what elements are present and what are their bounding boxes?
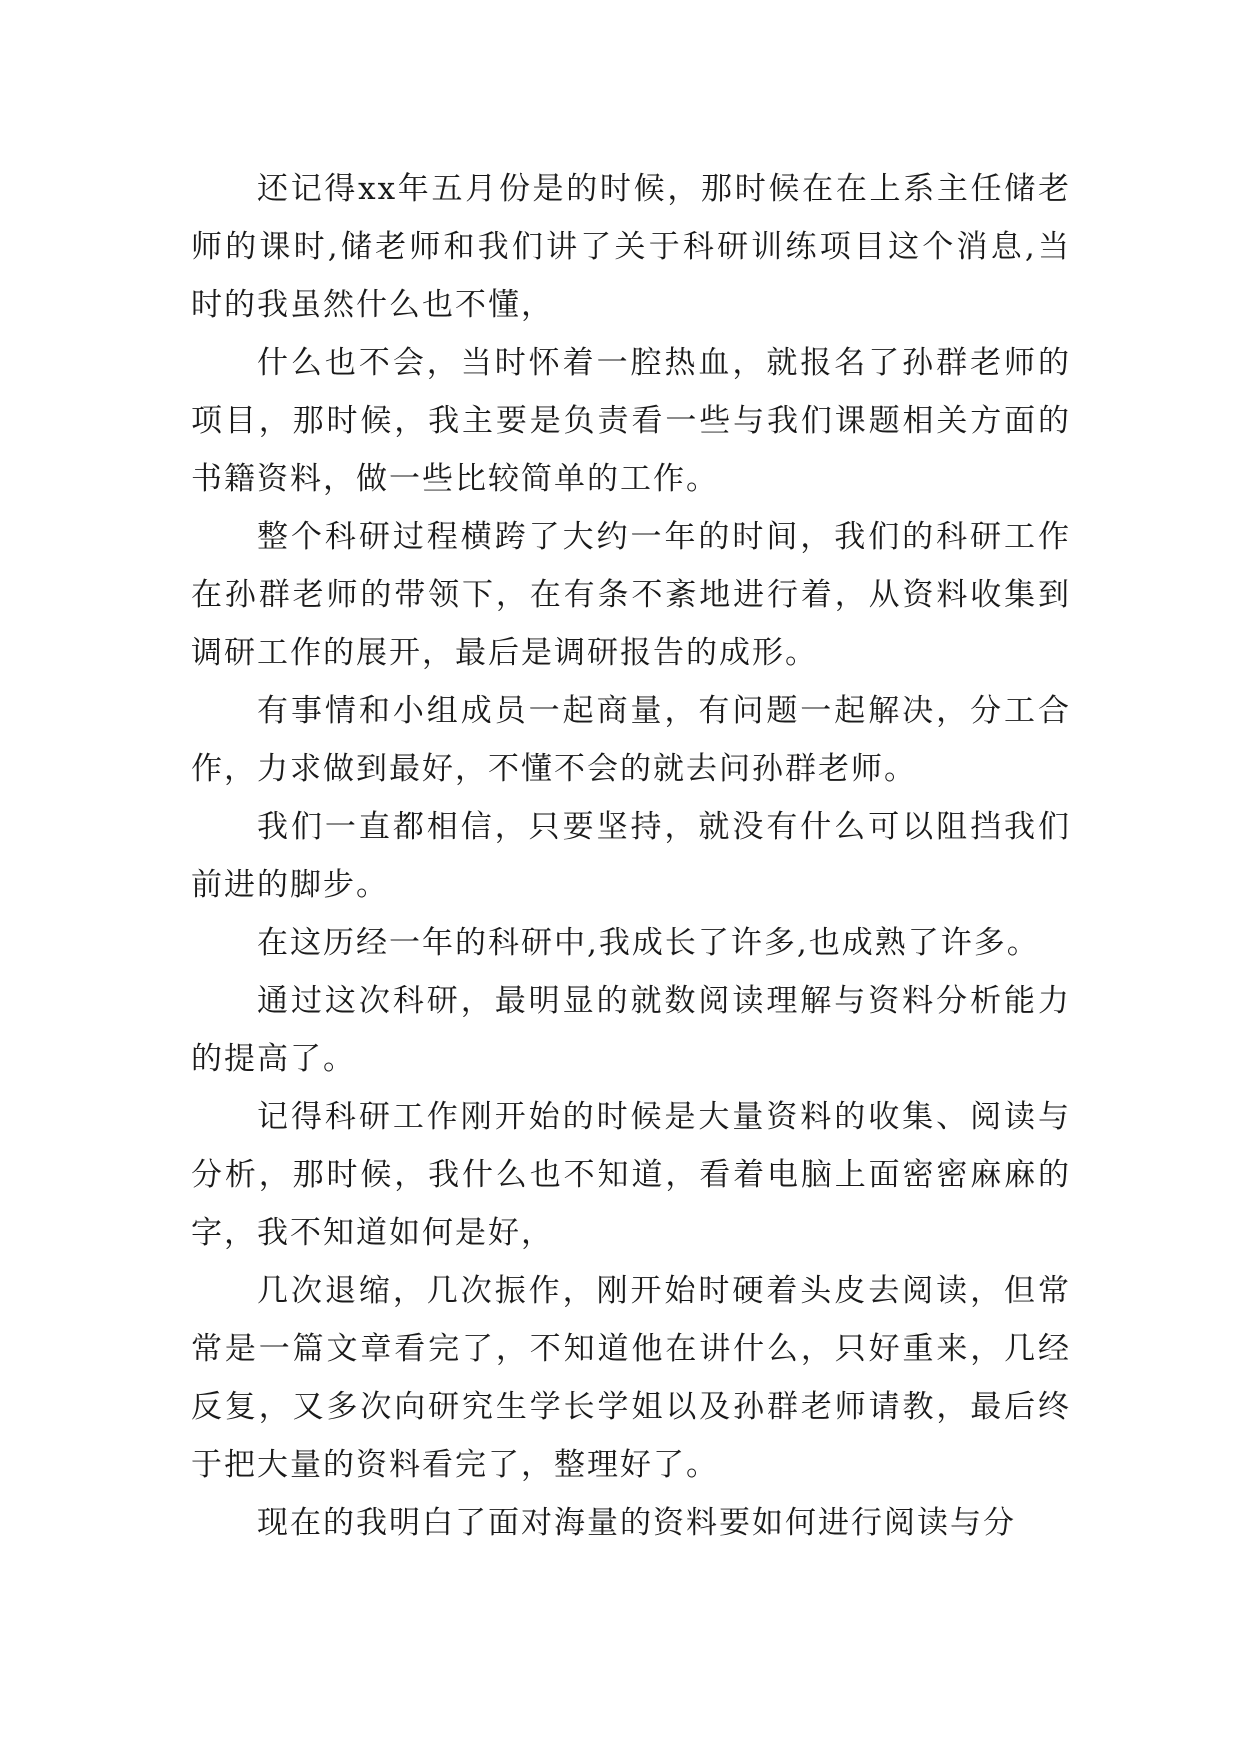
paragraph-4: 有事情和小组成员一起商量，有问题一起解决，分工合作，力求做到最好，不懂不会的就去问孙群老师。 [191, 693, 1071, 787]
document-body [191, 160, 1071, 1552]
paragraph-6: 在这历经一年的科研中,我成长了许多,也成熟了许多。 [257, 925, 1040, 961]
paragraph-7: 通过这次科研，最明显的就数阅读理解与资料分析能力的提高了。 [191, 983, 1071, 1077]
paragraph-10: 现在的我明白了面对海量的资料要如何进行阅读与分 [257, 1505, 1016, 1541]
paragraph-1: 还记得xx年五月份是的时候，那时候在在上系主任储老师的课时,储老师和我们讲了关于科研训练项目这个消息,当时的我虽然什么也不懂， [191, 171, 1071, 323]
paragraph-3: 整个科研过程横跨了大约一年的时间，我们的科研工作在孙群老师的带领下，在有条不紊地进行着，从资料收集到调研工作的展开，最后是调研报告的成形。 [191, 519, 1071, 671]
paragraph-5: 我们一直都相信，只要坚持，就没有什么可以阻挡我们前进的脚步。 [191, 809, 1071, 903]
paragraph-9: 几次退缩，几次振作，刚开始时硬着头皮去阅读，但常常是一篇文章看完了，不知道他在讲什么，只好重来，几经反复，又多次向研究生学长学姐以及孙群老师请教，最后终于把大量的资料看完了，整理好了。 [191, 1273, 1071, 1483]
paragraph-8: 记得科研工作刚开始的时候是大量资料的收集、阅读与分析，那时候，我什么也不知道，看着电脑上面密密麻麻的字，我不知道如何是好， [191, 1099, 1071, 1251]
paragraph-2: 什么也不会，当时怀着一腔热血，就报名了孙群老师的项目，那时候，我主要是负责看一些与我们课题相关方面的书籍资料，做一些比较简单的工作。 [191, 345, 1071, 497]
